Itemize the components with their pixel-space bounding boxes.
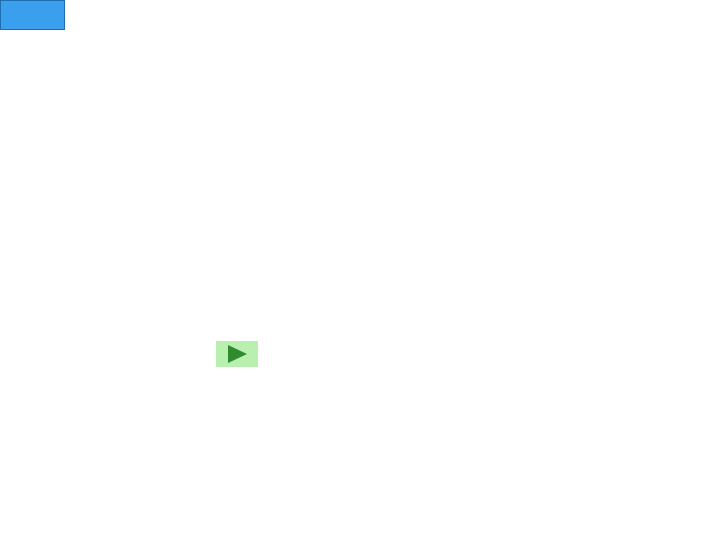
play-icon bbox=[226, 344, 248, 364]
play-button[interactable] bbox=[216, 341, 258, 367]
